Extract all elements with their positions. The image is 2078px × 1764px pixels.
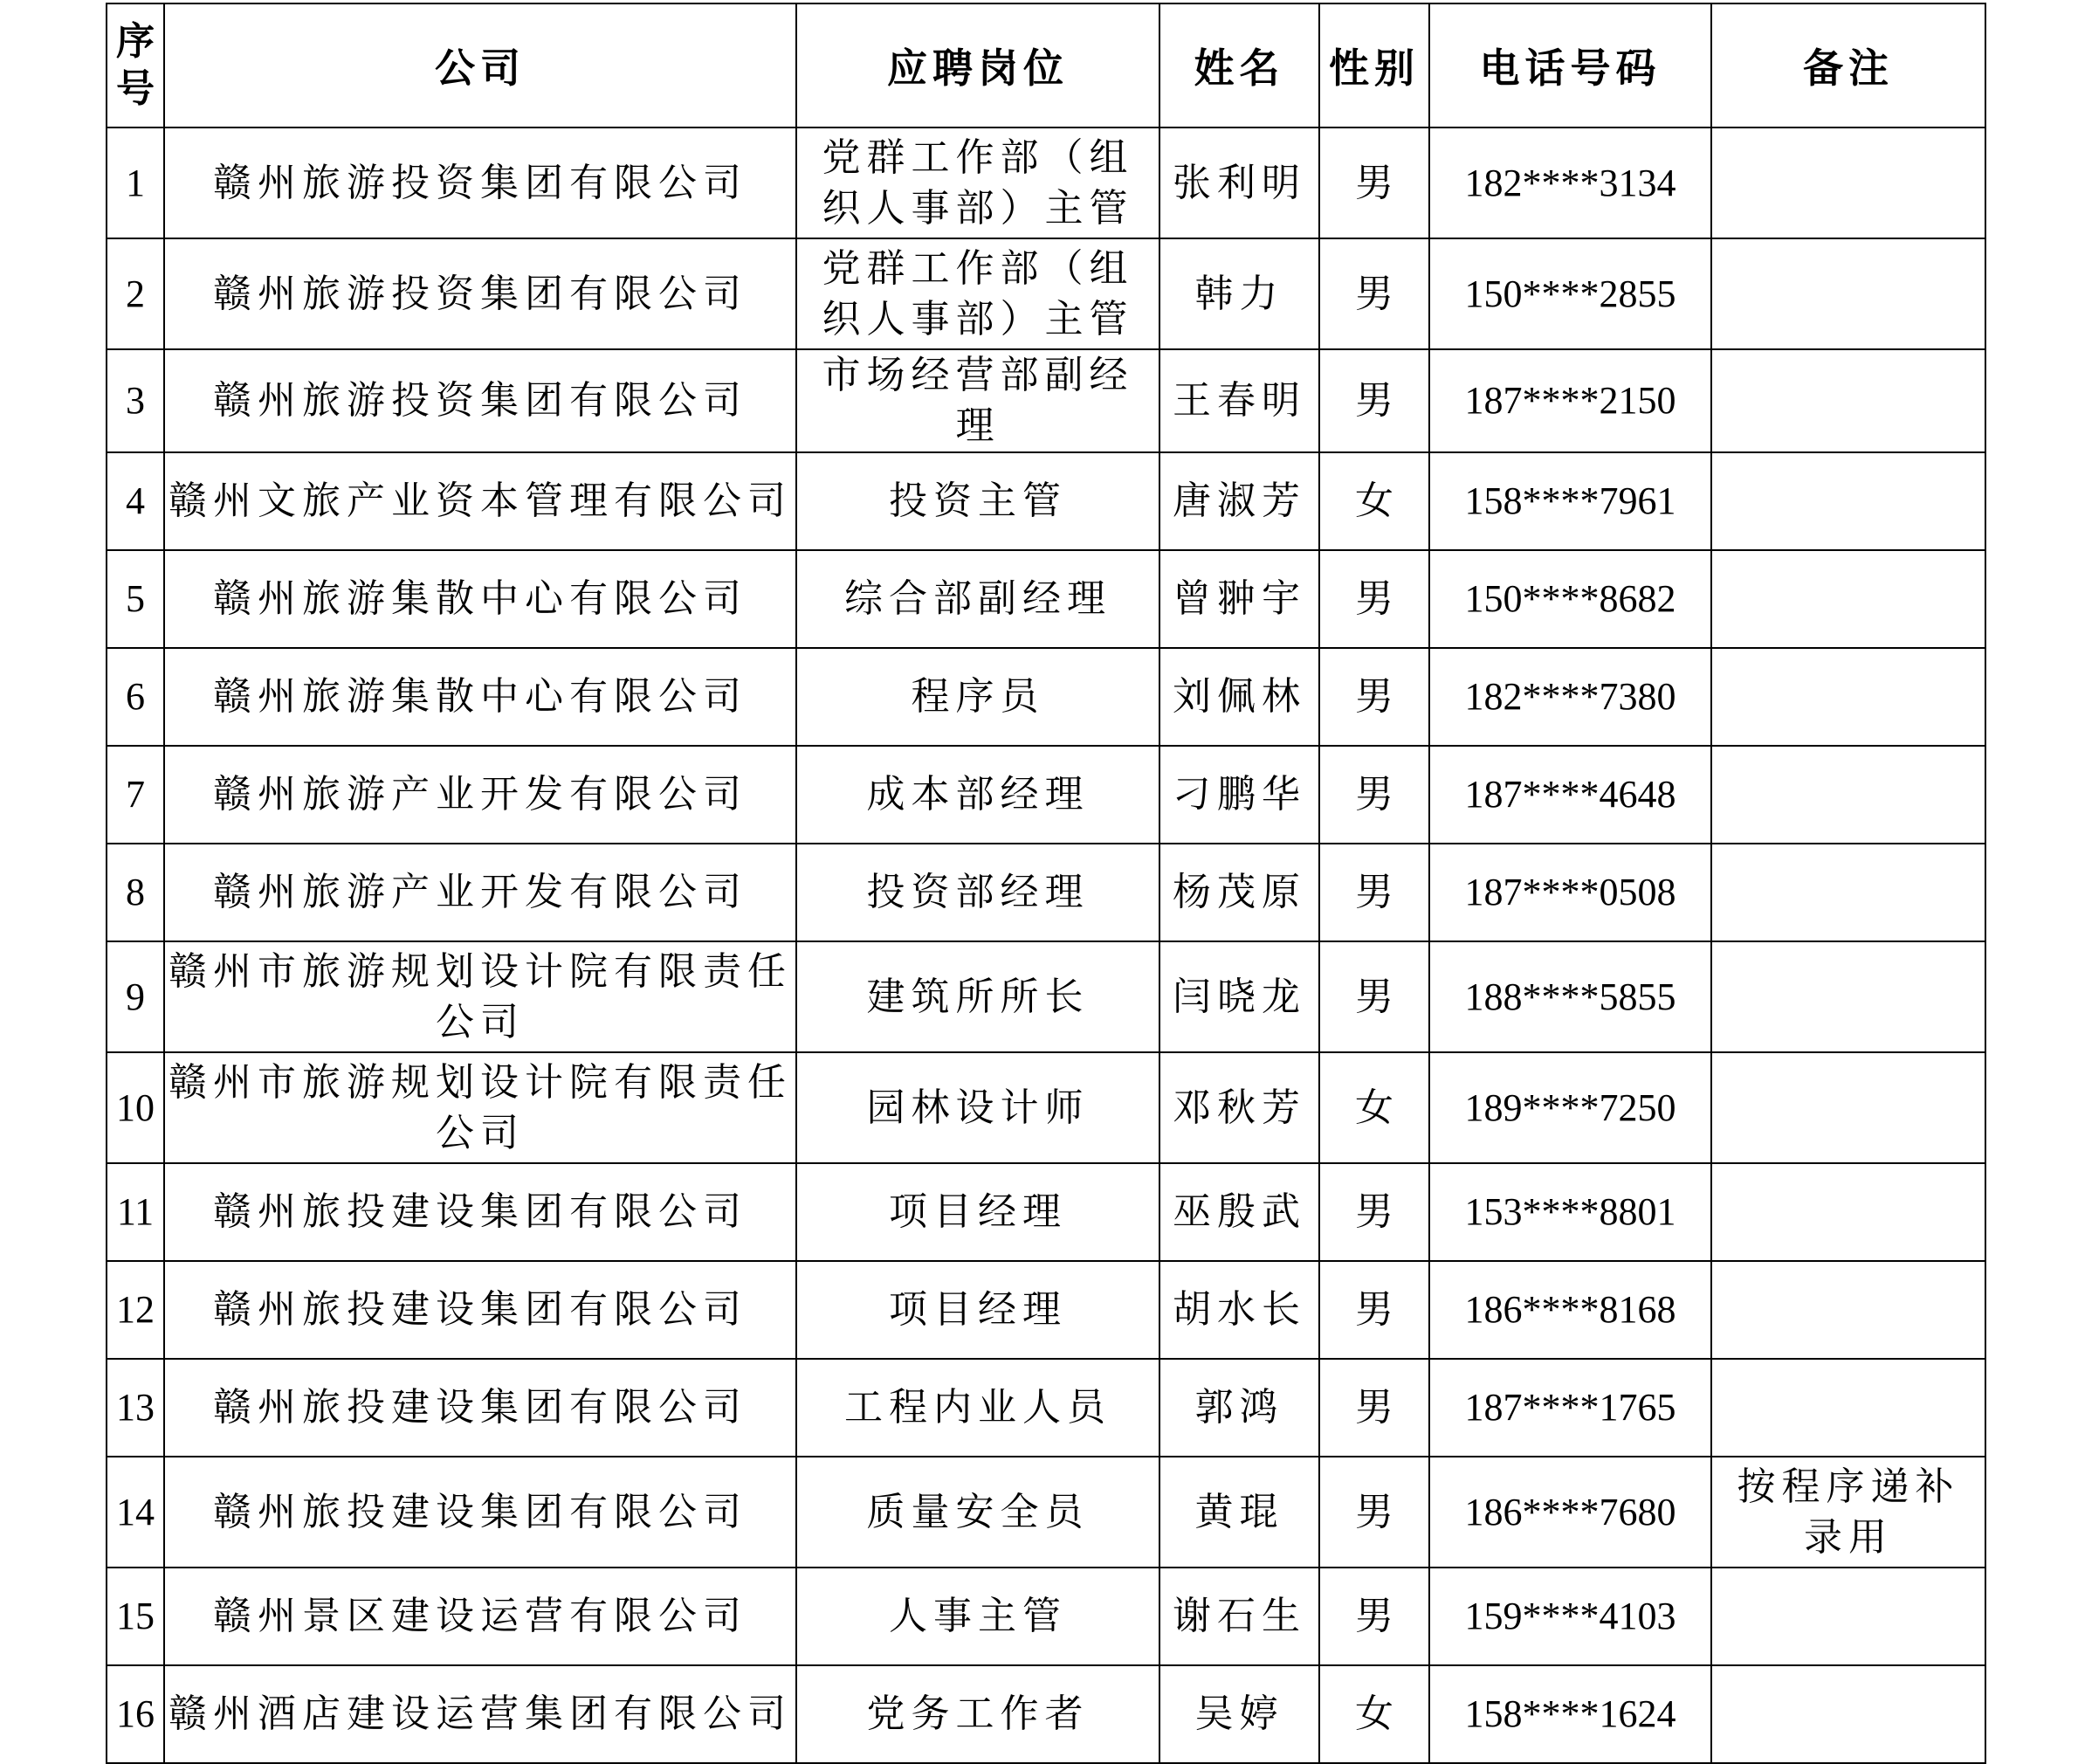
cell-position: 投资部经理 xyxy=(796,844,1159,941)
cell-phone: 158****1624 xyxy=(1429,1665,1711,1763)
cell-name: 杨茂原 xyxy=(1159,844,1319,941)
cell-phone: 158****7961 xyxy=(1429,452,1711,550)
cell-seq: 6 xyxy=(107,648,164,746)
table-row xyxy=(107,1665,1985,1763)
cell-name: 郭鸿 xyxy=(1159,1359,1319,1457)
header-seq xyxy=(107,3,164,127)
cell-gender: 男 xyxy=(1319,349,1429,452)
cell-position: 党群工作部（组织人事部）主管 xyxy=(796,238,1159,349)
cell-company: 赣州旅游集散中心有限公司 xyxy=(164,648,796,746)
cell-phone: 187****4648 xyxy=(1429,746,1711,844)
cell-company: 赣州旅投建设集团有限公司 xyxy=(164,1261,796,1359)
cell-name: 刁鹏华 xyxy=(1159,746,1319,844)
cell-name: 谢石生 xyxy=(1159,1568,1319,1665)
cell-remark xyxy=(1711,1163,1985,1261)
cell-phone: 186****7680 xyxy=(1429,1457,1711,1568)
cell-name: 唐淑芳 xyxy=(1159,452,1319,550)
cell-seq: 7 xyxy=(107,746,164,844)
cell-name: 巫殷武 xyxy=(1159,1163,1319,1261)
cell-gender: 男 xyxy=(1319,127,1429,238)
cell-seq: 1 xyxy=(107,127,164,238)
cell-position: 党务工作者 xyxy=(796,1665,1159,1763)
cell-gender: 女 xyxy=(1319,1665,1429,1763)
cell-position: 项目经理 xyxy=(796,1163,1159,1261)
cell-remark xyxy=(1711,127,1985,238)
cell-company: 赣州市旅游规划设计院有限责任公司 xyxy=(164,1052,796,1163)
cell-gender: 男 xyxy=(1319,648,1429,746)
cell-phone: 150****2855 xyxy=(1429,238,1711,349)
candidate-table xyxy=(106,3,1986,1764)
cell-name: 胡水长 xyxy=(1159,1261,1319,1359)
cell-name: 刘佩林 xyxy=(1159,648,1319,746)
cell-company: 赣州旅投建设集团有限公司 xyxy=(164,1359,796,1457)
header-row xyxy=(107,3,1985,127)
cell-seq: 12 xyxy=(107,1261,164,1359)
header-phone: 电话号码 xyxy=(1429,3,1711,127)
cell-remark xyxy=(1711,746,1985,844)
cell-phone: 186****8168 xyxy=(1429,1261,1711,1359)
table-row xyxy=(107,238,1985,349)
cell-name: 曾翀宇 xyxy=(1159,550,1319,648)
cell-company: 赣州旅游产业开发有限公司 xyxy=(164,746,796,844)
cell-remark: 按程序递补录用 xyxy=(1711,1457,1985,1568)
cell-position: 质量安全员 xyxy=(796,1457,1159,1568)
cell-phone: 188****5855 xyxy=(1429,941,1711,1052)
cell-gender: 男 xyxy=(1319,550,1429,648)
table-row xyxy=(107,648,1985,746)
cell-seq: 2 xyxy=(107,238,164,349)
cell-phone: 150****8682 xyxy=(1429,550,1711,648)
cell-seq: 14 xyxy=(107,1457,164,1568)
cell-remark xyxy=(1711,648,1985,746)
cell-company: 赣州旅游产业开发有限公司 xyxy=(164,844,796,941)
table-row xyxy=(107,1052,1985,1163)
cell-gender: 男 xyxy=(1319,238,1429,349)
cell-name: 韩力 xyxy=(1159,238,1319,349)
table-row xyxy=(107,550,1985,648)
table-row xyxy=(107,1163,1985,1261)
header-seq-top: 序 xyxy=(116,19,155,64)
header-remark: 备注 xyxy=(1711,3,1985,127)
cell-phone: 187****0508 xyxy=(1429,844,1711,941)
table-row xyxy=(107,1568,1985,1665)
cell-gender: 男 xyxy=(1319,1261,1429,1359)
cell-name: 王春明 xyxy=(1159,349,1319,452)
cell-gender: 女 xyxy=(1319,452,1429,550)
cell-position: 人事主管 xyxy=(796,1568,1159,1665)
cell-gender: 男 xyxy=(1319,1163,1429,1261)
cell-remark xyxy=(1711,349,1985,452)
header-gender: 性别 xyxy=(1319,3,1429,127)
cell-phone: 187****1765 xyxy=(1429,1359,1711,1457)
header-seq-bottom: 号 xyxy=(116,66,155,111)
table-row xyxy=(107,844,1985,941)
cell-company: 赣州旅投建设集团有限公司 xyxy=(164,1163,796,1261)
cell-gender: 男 xyxy=(1319,941,1429,1052)
cell-seq: 5 xyxy=(107,550,164,648)
cell-gender: 男 xyxy=(1319,746,1429,844)
table-row xyxy=(107,941,1985,1052)
cell-seq: 16 xyxy=(107,1665,164,1763)
cell-position: 市场经营部副经理 xyxy=(796,349,1159,452)
cell-phone: 187****2150 xyxy=(1429,349,1711,452)
cell-remark xyxy=(1711,1052,1985,1163)
cell-seq: 15 xyxy=(107,1568,164,1665)
cell-phone: 159****4103 xyxy=(1429,1568,1711,1665)
cell-phone: 182****7380 xyxy=(1429,648,1711,746)
table-row xyxy=(107,127,1985,238)
table-row xyxy=(107,746,1985,844)
cell-remark xyxy=(1711,550,1985,648)
cell-gender: 女 xyxy=(1319,1052,1429,1163)
cell-name: 张利明 xyxy=(1159,127,1319,238)
cell-name: 闫晓龙 xyxy=(1159,941,1319,1052)
cell-remark xyxy=(1711,1261,1985,1359)
cell-phone: 153****8801 xyxy=(1429,1163,1711,1261)
cell-position: 综合部副经理 xyxy=(796,550,1159,648)
cell-company: 赣州市旅游规划设计院有限责任公司 xyxy=(164,941,796,1052)
cell-remark xyxy=(1711,1665,1985,1763)
cell-position: 工程内业人员 xyxy=(796,1359,1159,1457)
cell-position: 投资主管 xyxy=(796,452,1159,550)
cell-company: 赣州旅游集散中心有限公司 xyxy=(164,550,796,648)
cell-company: 赣州旅游投资集团有限公司 xyxy=(164,238,796,349)
table-row xyxy=(107,1359,1985,1457)
cell-company: 赣州旅投建设集团有限公司 xyxy=(164,1457,796,1568)
cell-position: 程序员 xyxy=(796,648,1159,746)
cell-remark xyxy=(1711,844,1985,941)
cell-position: 园林设计师 xyxy=(796,1052,1159,1163)
cell-gender: 男 xyxy=(1319,1359,1429,1457)
cell-seq: 9 xyxy=(107,941,164,1052)
cell-remark xyxy=(1711,1568,1985,1665)
header-company: 公司 xyxy=(164,3,796,127)
cell-remark xyxy=(1711,452,1985,550)
cell-remark xyxy=(1711,941,1985,1052)
cell-company: 赣州酒店建设运营集团有限公司 xyxy=(164,1665,796,1763)
cell-position: 党群工作部（组织人事部）主管 xyxy=(796,127,1159,238)
cell-seq: 4 xyxy=(107,452,164,550)
cell-phone: 182****3134 xyxy=(1429,127,1711,238)
table-row xyxy=(107,1261,1985,1359)
cell-name: 吴婷 xyxy=(1159,1665,1319,1763)
cell-name: 邓秋芳 xyxy=(1159,1052,1319,1163)
table-row xyxy=(107,1457,1985,1568)
cell-remark xyxy=(1711,238,1985,349)
cell-seq: 10 xyxy=(107,1052,164,1163)
cell-gender: 男 xyxy=(1319,844,1429,941)
cell-company: 赣州景区建设运营有限公司 xyxy=(164,1568,796,1665)
cell-position: 项目经理 xyxy=(796,1261,1159,1359)
cell-gender: 男 xyxy=(1319,1457,1429,1568)
cell-remark xyxy=(1711,1359,1985,1457)
cell-phone: 189****7250 xyxy=(1429,1052,1711,1163)
table-row xyxy=(107,452,1985,550)
cell-name: 黄琨 xyxy=(1159,1457,1319,1568)
cell-position: 建筑所所长 xyxy=(796,941,1159,1052)
table-row xyxy=(107,349,1985,452)
cell-position: 成本部经理 xyxy=(796,746,1159,844)
cell-seq: 11 xyxy=(107,1163,164,1261)
cell-company: 赣州旅游投资集团有限公司 xyxy=(164,127,796,238)
cell-seq: 3 xyxy=(107,349,164,452)
cell-gender: 男 xyxy=(1319,1568,1429,1665)
cell-seq: 8 xyxy=(107,844,164,941)
header-name: 姓名 xyxy=(1159,3,1319,127)
cell-company: 赣州旅游投资集团有限公司 xyxy=(164,349,796,452)
header-position: 应聘岗位 xyxy=(796,3,1159,127)
cell-company: 赣州文旅产业资本管理有限公司 xyxy=(164,452,796,550)
cell-seq: 13 xyxy=(107,1359,164,1457)
